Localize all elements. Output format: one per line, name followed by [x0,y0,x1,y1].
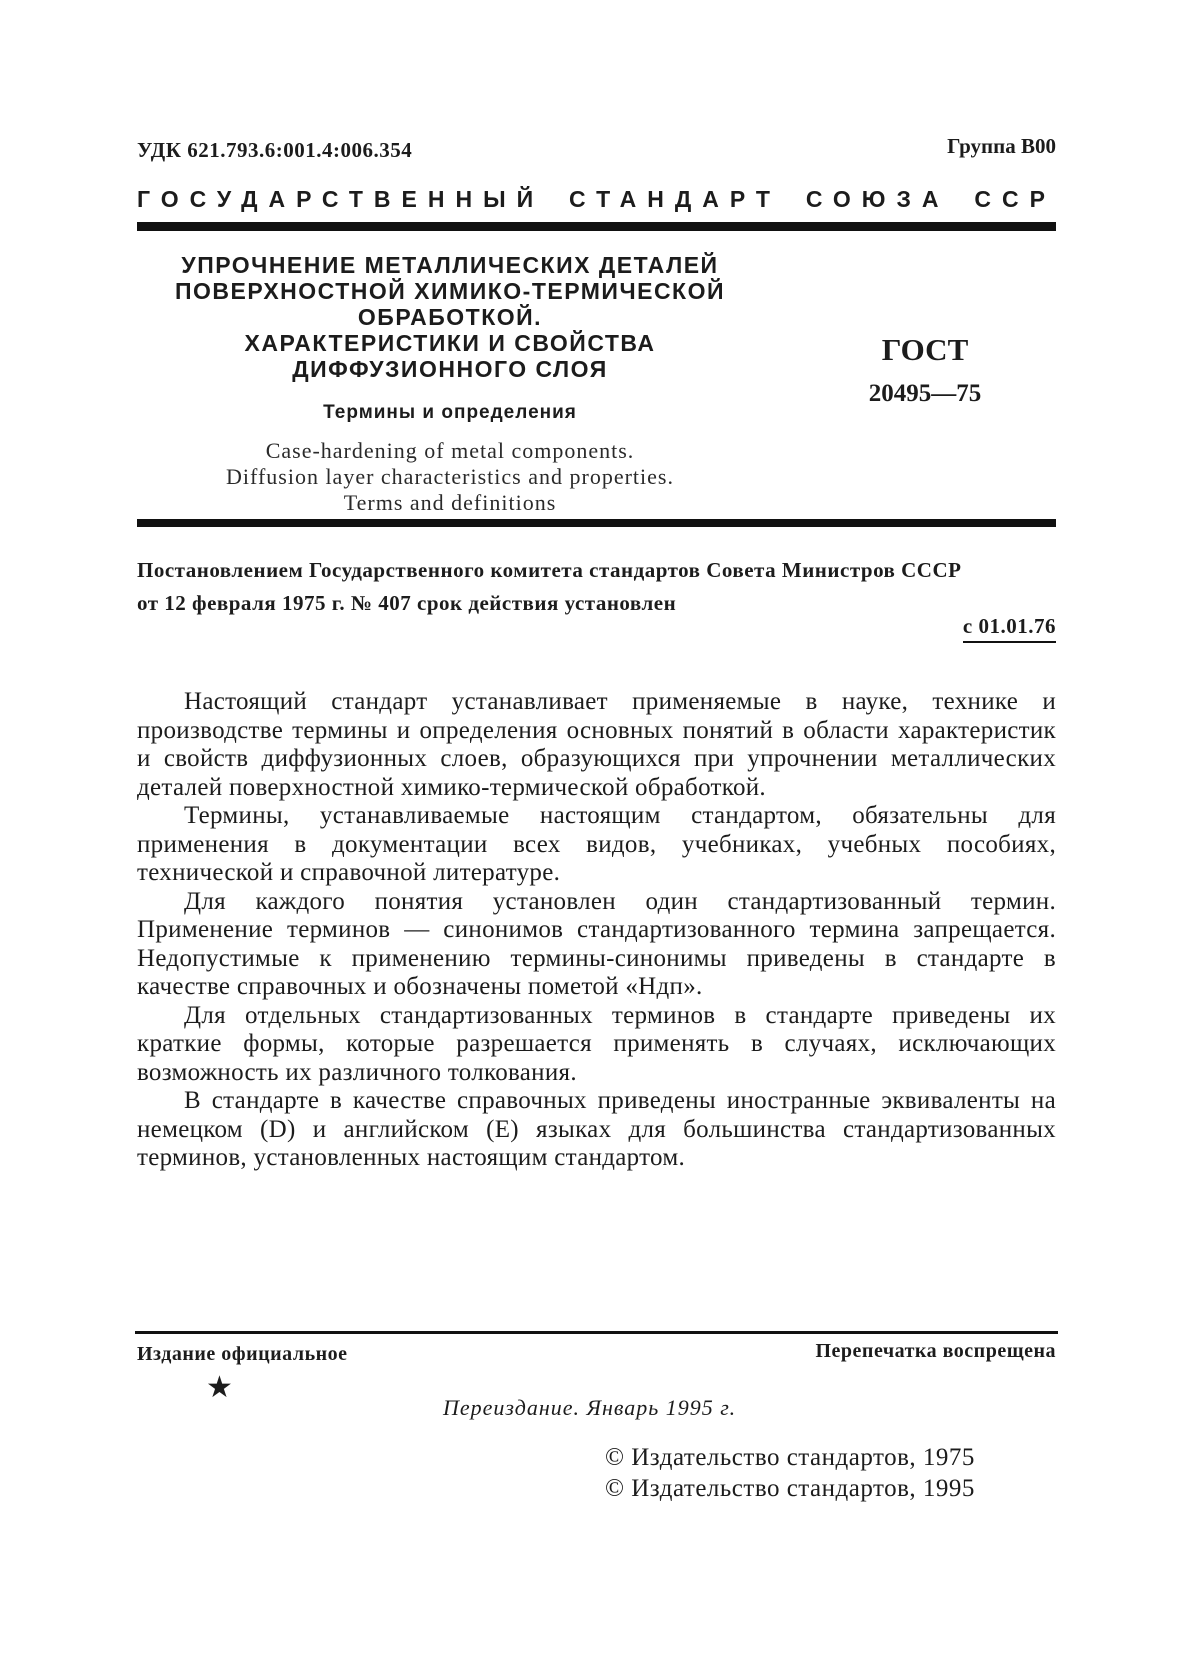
decree-line: от 12 февраля 1975 г. № 407 срок действия установлен [137,591,677,615]
title-line: ДИФФУЗИОННОГО СЛОЯ [292,356,608,382]
footer-divider [135,1331,1058,1334]
title-en-line: Diffusion layer characteristics and properties. [226,464,674,489]
body-text [137,688,1056,1173]
title-english [150,438,750,516]
title-line: ПОВЕРХНОСТНОЙ ХИМИКО-ТЕРМИЧЕСКОЙ [174,278,726,304]
body-paragraph: В стандарте в качестве справочных приведены иностранные эквиваленты на немецком (D) и английском (E) языках для большинства стандартизованных терминов, установленных настоящим стандартом. [137,1087,1056,1171]
official-edition-label: Издание официальное [137,1343,348,1365]
copyright-1995 [605,1475,975,1503]
reissue-note: Переиздание. Январь 1995 г. [443,1395,737,1420]
middle-divider [137,519,1056,527]
title-en-line: Case-hardening of metal components. [265,438,635,463]
udk-code: УДК 621.793.6:001.4:006.354 [137,138,413,162]
copyright-text: Издательство стандартов, 1995 [631,1475,975,1502]
decree-text [137,554,1056,620]
reprint-prohibited-label: Перепечатка воспрещена [815,1340,1056,1362]
title-russian [150,252,750,382]
copyright-icon: © [605,1444,625,1471]
title-line: УПРОЧНЕНИЕ МЕТАЛЛИЧЕСКИХ ДЕТАЛЕЙ [181,252,719,278]
gost-number: 20495—75 [868,380,982,407]
top-divider [137,222,1056,231]
copyright-icon: © [605,1475,625,1502]
body-paragraph: Для каждого понятия установлен один стандартизованный термин. Применение терминов — синонимов стандартизованного термина запрещается. Недопустимые к применению термины-синонимы приведены в стандарте в качестве справочных и обозначены пометой «Ндп». [137,887,1056,1000]
title-line: ОБРАБОТКОЙ. [357,304,543,330]
decree-line: Постановлением Государственного комитета стандартов Совета Министров СССР [137,558,962,582]
copyright-text: Издательство стандартов, 1975 [631,1444,975,1471]
group-code: Группа В00 [947,134,1056,158]
body-paragraph: Для отдельных стандартизованных терминов в стандарте приведены их краткие формы, которые разрешается применять в случаях, исключающих возможность их различного толкования. [137,1001,1056,1086]
state-standard-heading: ГОСУДАРСТВЕННЫЙ СТАНДАРТ СОЮЗА ССР [137,186,1056,212]
gost-label: ГОСТ [881,332,969,367]
body-paragraph: Настоящий стандарт устанавливает применяемые в науке, технике и производстве термины и определения основных понятий в области характеристик и свойств диффузионных слоев, образующихся при упрочнении металлических деталей поверхностной химико-термической обработкой. [137,688,1056,801]
title-en-line: Terms and definitions [343,490,557,515]
subtitle-russian: Термины и определения [323,402,577,423]
title-line: ХАРАКТЕРИСТИКИ И СВОЙСТВА [244,330,656,356]
body-paragraph: Термины, устанавливаемые настоящим стандартом, обязательны для применения в документации всех видов, учебниках, учебных пособиях, технической и справочной литературе. [137,802,1056,886]
copyright-1975 [605,1444,975,1472]
effective-date: с 01.01.76 [963,614,1056,643]
star-icon: ★ [206,1371,233,1404]
